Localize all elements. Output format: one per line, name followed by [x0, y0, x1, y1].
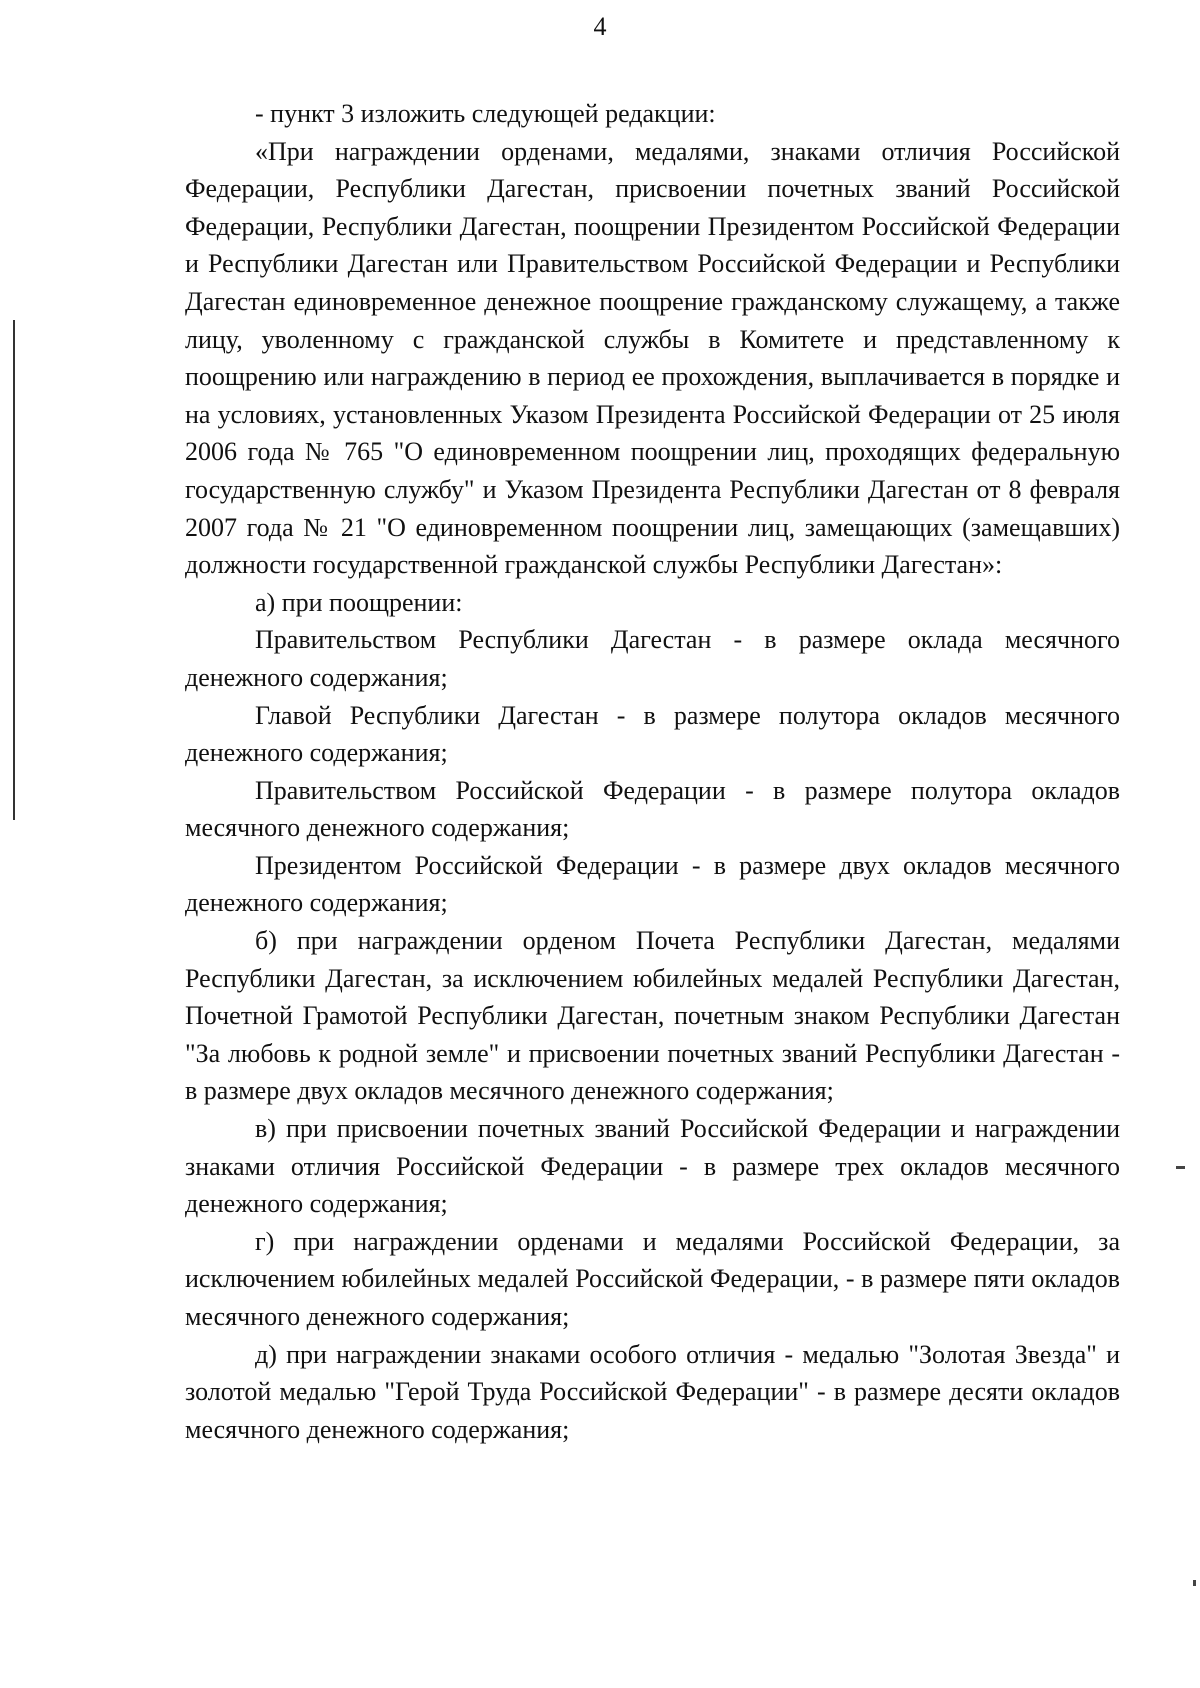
margin-line — [13, 320, 15, 820]
paragraph-item-a: а) при поощрении: — [255, 587, 463, 617]
scan-artifact — [1193, 1580, 1196, 1586]
paragraph-item-v: в) при присвоении почетных званий Российской Федерации и награждении знаками отличия Российской Федерации - в размере трех окладов месячного денежного содержания; — [185, 1114, 1120, 1219]
paragraph-government-rf: Правительством Российской Федерации - в размере полутора окладов месячного денежного содержания; — [185, 775, 1120, 843]
page-number: 4 — [593, 12, 607, 41]
paragraph-head-rd: Главой Республики Дагестан - в размере полутора окладов месячного денежного содержания; — [185, 700, 1120, 768]
paragraph-item-b: б) при награждении орденом Почета Республики Дагестан, медалями Республики Дагестан, за исключением юбилейных медалей Республики Дагестан, Почетной Грамотой Республики Дагестан, почетным знаком Республики Дагестан "За любовь к родной земле" и присвоении почетных званий Республики Дагестан - в размере двух окладов месячного денежного содержания; — [185, 926, 1120, 1106]
paragraph-item-g: г) при награждении орденами и медалями Российской Федерации, за исключением юбилейных медалей Российской Федерации, - в размере пяти окладов месячного денежного содержания; — [185, 1226, 1120, 1331]
paragraph-president-rf: Президентом Российской Федерации - в размере двух окладов месячного денежного содержания; — [185, 850, 1120, 918]
paragraph-item-d: д) при награждении знаками особого отличия - медалью "Золотая Звезда" и золотой медалью "Герой Труда Российской Федерации" - в размере десяти окладов месячного денежного содержания; — [185, 1339, 1120, 1444]
document-body — [185, 95, 1120, 1448]
paragraph-main-clause: «При награждении орденами, медалями, знаками отличия Российской Федерации, Республики Дагестан, присвоении почетных званий Российской Федерации, Республики Дагестан, поощрении Президентом Российской Федерации и Республики Дагестан или Правительством Российской Федерации и Республики Дагестан единовременное денежное поощрение гражданскому служащему, а также лицу, уволенному с гражданской службы в Комитете и представленному к поощрению или награждению в период ее прохождения, выплачивается в порядке и на условиях, установленных Указом Президента Российской Федерации от 25 июля 2006 года № 765 "О единовременном поощрении лиц, проходящих федеральную государственную службу" и Указом Президента Республики Дагестан от 8 февраля 2007 года № 21 "О единовременном поощрении лиц, замещающих (замещавших) должности государственной гражданской службы Республики Дагестан»: — [185, 136, 1120, 580]
scan-artifact — [1176, 1166, 1185, 1169]
paragraph-intro: - пункт 3 изложить следующей редакции: — [255, 99, 716, 128]
paragraph-government-rd: Правительством Республики Дагестан - в размере оклада месячного денежного содержания; — [185, 625, 1120, 692]
